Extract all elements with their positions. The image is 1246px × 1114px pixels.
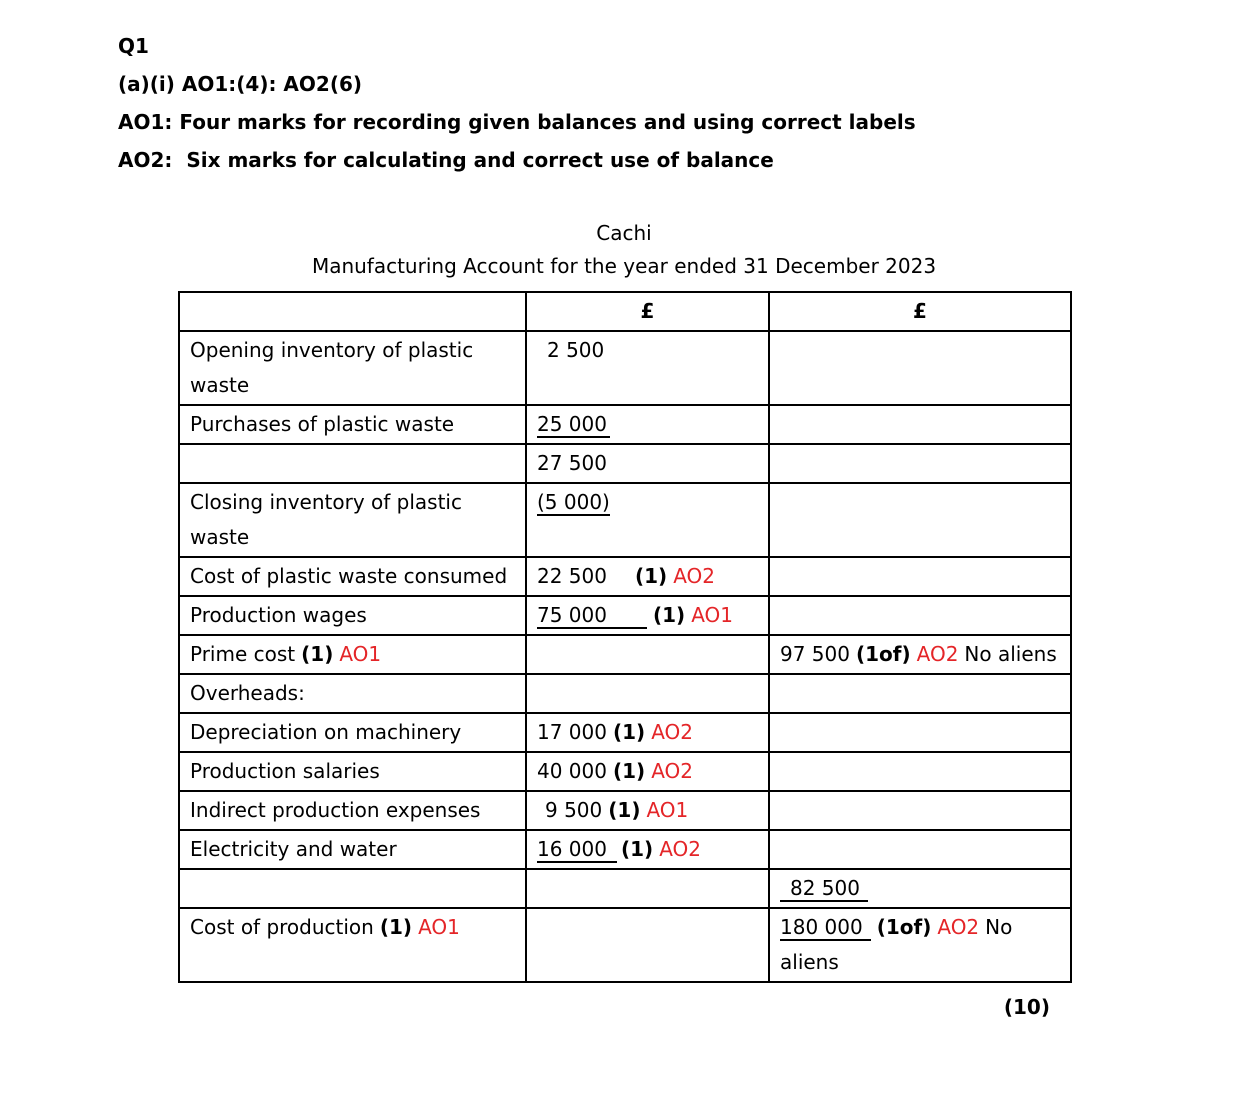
question-number: Q1: [118, 34, 149, 58]
amount-value: 2 500: [547, 338, 605, 362]
amount-value: 40 000: [537, 759, 607, 783]
amount-value: 9 500: [545, 798, 603, 822]
amount-cell: [526, 635, 769, 674]
mark-annotation: (1): [620, 837, 654, 861]
ao-tag: AO1: [691, 603, 733, 627]
table-row: [179, 483, 1071, 557]
amount-cell: [526, 483, 769, 557]
total-cell: [769, 908, 1071, 982]
marker-note: No aliens: [780, 915, 1013, 974]
table-row: [179, 557, 1071, 596]
marker-note: No aliens: [964, 642, 1057, 666]
table-row: [179, 635, 1071, 674]
total-cell: [769, 444, 1071, 483]
amount-cell: [526, 331, 769, 405]
row-label: Production wages: [179, 596, 526, 635]
account-titles: [178, 217, 1070, 283]
total-marks: (10): [1003, 995, 1050, 1019]
ao-tag: AO2: [937, 915, 980, 939]
ao-tag: AO2: [673, 564, 715, 588]
amount-cell: [526, 791, 769, 830]
amount-value: 25 000: [537, 412, 610, 438]
amount-cell: [526, 444, 769, 483]
ao1-description: AO1: Four marks for recording given balances and using correct labels: [118, 110, 916, 134]
table-row: [179, 444, 1071, 483]
total-value: 180 000: [780, 915, 871, 941]
row-label: Closing inventory of plastic waste: [179, 483, 526, 557]
table-row: [179, 596, 1071, 635]
amount-cell: [526, 908, 769, 982]
table-row: [179, 405, 1071, 444]
amount-column-header: £: [526, 292, 769, 331]
amount-value: 17 000: [537, 720, 607, 744]
total-cell: [769, 483, 1071, 557]
mark-annotation: (1): [379, 915, 413, 939]
mark-annotation: (1of): [876, 915, 932, 939]
manufacturing-account-table: [178, 291, 1072, 983]
mark-annotation: (1): [612, 720, 646, 744]
row-label: Purchases of plastic waste: [179, 405, 526, 444]
amount-value: 75 000: [537, 603, 647, 629]
row-label: Overheads:: [179, 674, 526, 713]
amount-value: 22 500: [537, 564, 607, 588]
amount-cell: [526, 557, 769, 596]
amount-cell: [526, 674, 769, 713]
total-column-header: £: [769, 292, 1071, 331]
row-label: Depreciation on machinery: [179, 713, 526, 752]
table-row: [179, 830, 1071, 869]
amount-cell: [526, 713, 769, 752]
ao-tag: AO2: [651, 720, 693, 744]
row-label-text: Cost of production: [190, 915, 374, 939]
row-label-text: Prime cost: [190, 642, 296, 666]
total-cell: [769, 557, 1071, 596]
ao-tag: AO1: [646, 798, 689, 822]
amount-cell: [526, 752, 769, 791]
table-row: [179, 908, 1071, 982]
statement-title: Manufacturing Account for the year ended 31 December 2023: [311, 254, 937, 278]
row-label: Opening inventory of plastic waste: [179, 331, 526, 405]
mark-annotation: (1of): [855, 642, 911, 666]
total-cell: [769, 635, 1071, 674]
total-cell: [769, 674, 1071, 713]
row-label: [179, 908, 526, 982]
mark-annotation: (1): [652, 603, 686, 627]
marks-allocation: (a)(i) AO1:(4): AO2(6): [118, 72, 363, 96]
total-cell: [769, 830, 1071, 869]
table-row: [179, 674, 1071, 713]
amount-cell: [526, 405, 769, 444]
table-row: [179, 331, 1071, 405]
ao-tag: AO1: [339, 642, 382, 666]
mark-annotation: (1): [301, 642, 334, 666]
ao2-description: AO2: Six marks for calculating and correct use of balance: [118, 148, 774, 172]
table-row: [179, 752, 1071, 791]
amount-value: (5 000): [537, 490, 610, 514]
total-cell: [769, 713, 1071, 752]
row-label: [179, 635, 526, 674]
total-cell: [769, 869, 1071, 908]
total-cell: [769, 752, 1071, 791]
amount-cell: [526, 830, 769, 869]
total-value: 82 500: [780, 876, 868, 902]
amount-cell: [526, 596, 769, 635]
ao-tag: AO2: [651, 759, 693, 783]
ao-tag: AO2: [659, 837, 701, 861]
amount-cell: [526, 869, 769, 908]
ao-tag: AO2: [916, 642, 959, 666]
total-cell: [769, 596, 1071, 635]
mark-annotation: (1): [634, 564, 668, 588]
total-cell: [769, 331, 1071, 405]
amount-value: 16 000: [537, 837, 617, 863]
row-label: [179, 444, 526, 483]
table-row: [179, 791, 1071, 830]
question-header: [118, 34, 1246, 173]
table-row: [179, 713, 1071, 752]
company-name: Cachi: [596, 221, 652, 245]
total-value: 97 500: [780, 642, 850, 666]
total-cell: [769, 405, 1071, 444]
mark-annotation: (1): [608, 798, 641, 822]
total-cell: [769, 791, 1071, 830]
table-row: [179, 869, 1071, 908]
row-label: Production salaries: [179, 752, 526, 791]
row-label: Cost of plastic waste consumed: [179, 557, 526, 596]
table-header-row: [179, 292, 1071, 331]
row-label: [179, 869, 526, 908]
amount-value: 27 500: [537, 451, 607, 475]
empty-header-cell: [179, 292, 526, 331]
row-label: Electricity and water: [179, 830, 526, 869]
ao-tag: AO1: [418, 915, 460, 939]
row-label: Indirect production expenses: [179, 791, 526, 830]
mark-annotation: (1): [612, 759, 646, 783]
